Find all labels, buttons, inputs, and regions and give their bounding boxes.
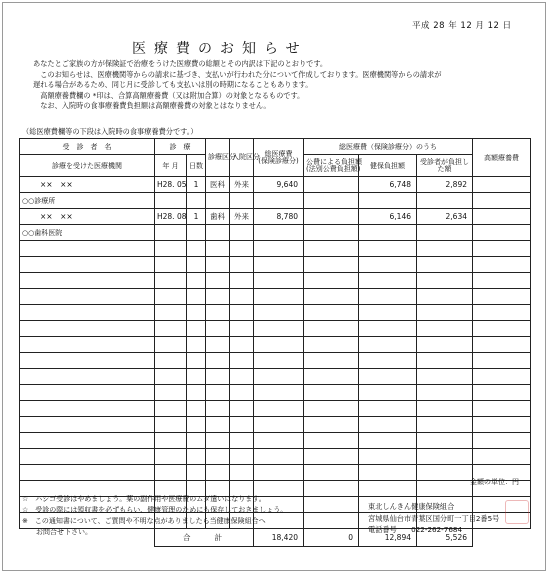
record-institution: ○○診療所 <box>20 193 155 209</box>
empty-row <box>20 465 531 481</box>
record-patient-burden: 2,892 <box>417 177 473 193</box>
issue-date: 平成 28 年 12 月 12 日 <box>412 21 512 31</box>
record-public-burden <box>304 177 359 193</box>
record-year-month: H28. 05 <box>155 177 187 193</box>
header-breakdown: 総医療費（保険診療分）のうち <box>304 139 473 155</box>
header-institution: 診療を受けた医療機関 <box>20 155 155 177</box>
record-patient: ×× ×× <box>20 209 155 225</box>
record-high-cost <box>473 209 531 225</box>
record-total-cost: 8,780 <box>254 209 304 225</box>
empty-row <box>20 353 531 369</box>
empty-row <box>20 433 531 449</box>
record-patient: ×× ×× <box>20 177 155 193</box>
totals-total-cost: 18,420 <box>254 529 304 547</box>
empty-row <box>20 305 531 321</box>
seal-stamp-icon <box>505 500 529 524</box>
empty-row <box>20 449 531 465</box>
record-total-cost: 9,640 <box>254 177 304 193</box>
empty-row <box>20 321 531 337</box>
header-high-cost: 高額療養費 <box>473 139 531 177</box>
totals-public-burden: 0 <box>304 529 359 547</box>
record-days: 1 <box>187 177 206 193</box>
record-year-month: H28. 08 <box>155 209 187 225</box>
totals-insurance-burden: 12,894 <box>359 529 417 547</box>
table-row <box>20 225 531 241</box>
medical-cost-table <box>19 138 531 547</box>
record-insurance-burden: 6,748 <box>359 177 417 193</box>
header-public-burden: 公費による負担額 (法別公費負担額) <box>304 155 359 177</box>
empty-row <box>20 273 531 289</box>
record-days: 1 <box>187 209 206 225</box>
table-note: （総医療費欄等の下段は入院時の食事療養費分です。） <box>22 127 198 136</box>
record-inpatient-type: 外来 <box>230 209 254 225</box>
record-public-burden <box>304 209 359 225</box>
record-treatment-type: 歯科 <box>206 209 230 225</box>
record-high-cost <box>473 177 531 193</box>
header-row-1 <box>20 139 531 155</box>
header-total-cost: 総医療費 (保険診療分) <box>254 139 304 177</box>
empty-row <box>20 241 531 257</box>
header-patient-name: 受 診 者 名 <box>20 139 155 155</box>
header-year-month: 年 月 <box>155 155 187 177</box>
header-treatment-type: 診療区分 <box>206 139 230 177</box>
record-institution: ○○歯科医院 <box>20 225 155 241</box>
empty-row <box>20 257 531 273</box>
table-row <box>20 209 531 225</box>
issuer-info: 東北しんきん健康保険組合 宮城県仙台市青葉区国分町一丁目2番5号 電話番号 022-262-7684 <box>368 502 500 534</box>
empty-row <box>20 385 531 401</box>
table-row <box>20 177 531 193</box>
page-title: 医療費のお知らせ <box>132 41 308 57</box>
currency-unit: 金額の単位：円 <box>470 478 519 486</box>
empty-row <box>20 369 531 385</box>
empty-row <box>20 401 531 417</box>
header-inpatient-type: 入院区分 <box>230 139 254 177</box>
intro-text: あなたとご家族の方が保険証で治療をうけた医療費の総額とその内訳は下記のとおりです。 このお知らせは、医療機関等からの請求に基づき、支払いが行われた分について作成しております。医療機関等からの請求が 遅れる場合があるため、同じ月に受診しても支払いは別の時期になることもあります。 高額療養費欄の *印は、合算高額療養費（又は附加合算）の対象となるものです。 なお、入院時の食事療養費負担額は高額療養費の対象とはなりません。 <box>33 59 442 110</box>
footnotes: ☆ ハシゴ受診はやめましょう。薬の副作用や医療費のムダ遣いになります。 ☆ 受診の際には領収書を必ずもらい、健康管理のためにも保存しておきましょう。 ※ この通知書について、ご質問や不明な点がありましたら当健康保険組合へ お問合せ下さい。 <box>22 495 288 536</box>
table-row <box>20 193 531 209</box>
totals-label: 合 計 <box>155 529 254 547</box>
totals-patient-burden: 5,526 <box>417 529 473 547</box>
header-patient-burden: 受診者が負担した額 <box>417 155 473 177</box>
record-treatment-type: 医科 <box>206 177 230 193</box>
empty-row <box>20 289 531 305</box>
header-days: 日数 <box>187 155 206 177</box>
empty-row <box>20 417 531 433</box>
record-inpatient-type: 外来 <box>230 177 254 193</box>
header-insurance-burden: 健保負担額 <box>359 155 417 177</box>
header-treatment: 診 療 <box>155 139 206 155</box>
empty-row <box>20 337 531 353</box>
record-patient-burden: 2,634 <box>417 209 473 225</box>
record-insurance-burden: 6,146 <box>359 209 417 225</box>
